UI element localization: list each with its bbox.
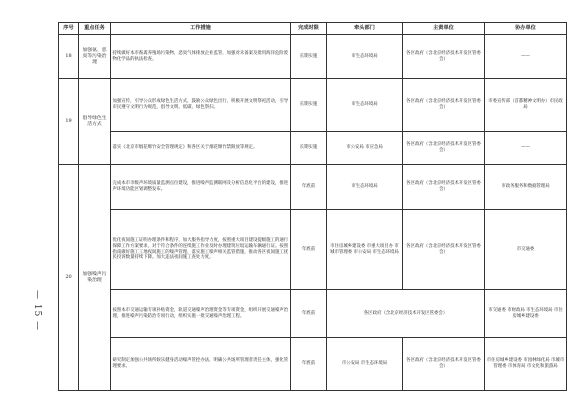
- row-measure: 完成本市市级声环境质量监测点位建设，推进噪声监测联网及分析信息化平台的建设，推进声环境功能区划调整发布。: [111, 165, 291, 210]
- row-measure: 按照本市交通运输专项补贴资金，轨道交通噪声治理资金等专项资金，组织开展交通噪声治理，推进噪声污染防治专项行动，组织实施一批交通噪声治理工程。: [111, 290, 291, 338]
- page-number: — 15 —: [32, 290, 42, 332]
- row-assist: 市政务服务和数据管理局: [485, 165, 567, 210]
- table-row: [59, 79, 567, 132]
- row-lead: 市公安局 市生态环境局: [327, 338, 403, 391]
- header-assist: 协办单位: [485, 23, 567, 35]
- row-lead: 市生态环境局: [327, 165, 403, 210]
- row-task: 倡导绿色生活方式: [79, 79, 111, 165]
- row-main: 各区政府（含北京经济技术开发区管委会）: [403, 210, 485, 290]
- row-main: 各区政府（含北京经济技术开发区管委会）: [403, 79, 485, 132]
- row-deadline: 长期实施: [291, 79, 327, 132]
- row-assist: 市住房城乡建设委 市园林绿化局 市城市管理委 市体育局 市文化和旅游局: [485, 338, 567, 391]
- row-measure: 持续做好本市畜禽养殖场污染物，恶臭气体排放企业监管，加强对未备案及批用海洋危险废物化学品的执法检查。: [111, 35, 291, 79]
- row-assist: ——: [485, 132, 567, 165]
- table-row: [59, 210, 567, 290]
- table-row: [59, 35, 567, 79]
- row-lead: 市公安局 市应急局: [327, 132, 403, 165]
- row-assist: ——: [485, 35, 567, 79]
- row-deadline: 年底前: [291, 210, 327, 290]
- row-seq: 18: [59, 35, 79, 79]
- row-main: 各区政府（含北京经济技术开发区管委会）: [403, 35, 485, 79]
- row-deadline: 年底前: [291, 290, 327, 338]
- row-deadline: 长期实施: [291, 35, 327, 79]
- row-measure: 优化夜间施工证明办理条件和程序，加大服务指导力度，按照重大项目建设提级施工的通行保障工作方案要求，对于符合条件的连续施工作业及时办理建筑垃圾运输车辆通行证。按照指南做好施工工地夜间施工的噪声管理，落实施工噪声相关监管措施，推动各区夜间施工扰民投诉数量持续下降。加大违法夜间施工查处力度。: [111, 210, 291, 290]
- table-row: [59, 132, 567, 165]
- table-row: [59, 338, 567, 391]
- row-assist: 市交通委: [485, 210, 567, 290]
- row-lead: 市生态环境局: [327, 79, 403, 132]
- header-measure: 工作措施: [111, 23, 291, 35]
- task-table: [58, 22, 567, 391]
- table-row: [59, 290, 567, 338]
- row-main: 各区政府（含北京经济技术开发区管委会）: [403, 338, 485, 391]
- header-seq: 序号: [59, 23, 79, 35]
- header-deadline: 完成时限: [291, 23, 327, 35]
- row-lead: 市生态环境局: [327, 35, 403, 79]
- row-seq: 20: [59, 165, 79, 391]
- row-lead: 市住房城乡建设委 市重大项目办 市城市管理委 市公安局 市生态环境局: [327, 210, 403, 290]
- row-measure: 落实《北京市烟花爆竹安全管理规定》和各区关于烟花爆竹禁限放等规定。: [111, 132, 291, 165]
- row-task: 加强氨、恶臭等污染治理: [79, 35, 111, 79]
- header-row: [59, 23, 567, 35]
- row-task: 加强噪声污染治理: [79, 165, 111, 391]
- row-main: 各区政府（含北京经济技术开发区管委会）: [403, 132, 485, 165]
- row-assist: 市交通委 市财政局 市生态环境局 市住房城乡建设委: [485, 290, 567, 338]
- row-deadline: 年底前: [291, 165, 327, 210]
- table-row: [59, 165, 567, 210]
- row-seq: 19: [59, 79, 79, 165]
- header-task: 重点任务: [79, 23, 111, 35]
- row-deadline: 长期实施: [291, 132, 327, 165]
- row-lead: 各区政府（含北京经济技术开发区管委会）: [327, 290, 485, 338]
- row-measure: 研究制定加强公共场所娱乐健身活动噪声管控办法，明确公共场所管理者责任主体，强化管理要求。: [111, 338, 291, 391]
- row-main: 各区政府（含北京经济技术开发区管委会）: [403, 165, 485, 210]
- header-lead: 牵头部门: [327, 23, 403, 35]
- row-deadline: 年底前: [291, 338, 327, 391]
- header-main: 主责单位: [403, 23, 485, 35]
- row-assist: 市委宣传部（首都精神文明办）市民政局: [485, 79, 567, 132]
- row-measure: 加强宣传，引导公众形成绿色生活方式，鼓励公众绿色出行，积极开展文明祭祀活动，引导市民遵守文明行为规范，倡导文明、低碳、绿色祭扫。: [111, 79, 291, 132]
